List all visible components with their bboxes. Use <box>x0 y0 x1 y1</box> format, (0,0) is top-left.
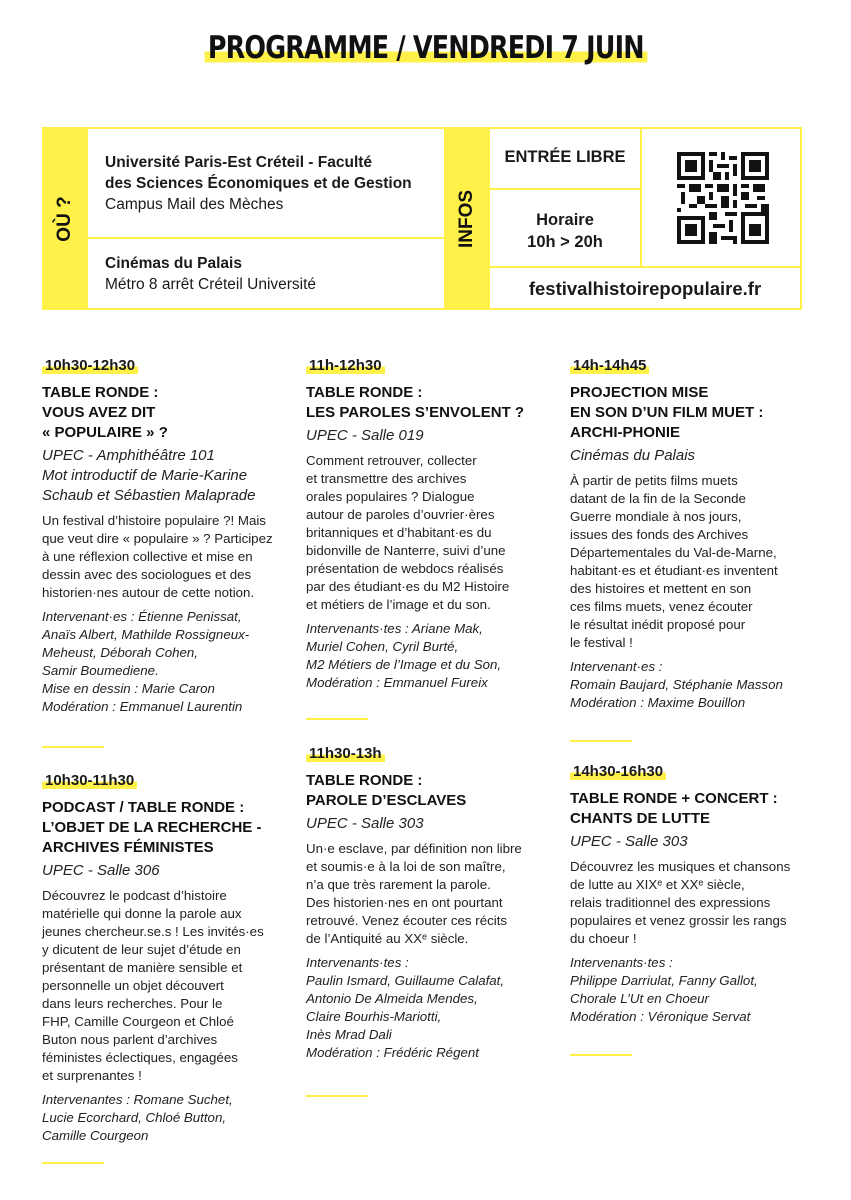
event-venue <box>42 446 274 506</box>
event-e5 <box>570 357 802 712</box>
desc-line: Comment retrouver, collecter <box>306 453 477 468</box>
event-venue <box>306 814 538 834</box>
title-line: TABLE RONDE : <box>306 772 423 789</box>
event-separator <box>42 746 104 748</box>
venue-line: UPEC - Salle 303 <box>306 815 424 832</box>
event-description <box>42 512 274 602</box>
venue-cinema <box>105 253 316 295</box>
desc-line: des histoires et mettent en son <box>570 581 752 596</box>
event-description <box>570 472 802 652</box>
speaker-line: Anaïs Albert, Mathilde Rossigneux- <box>42 627 250 642</box>
speaker-line: Paulin Ismard, Guillaume Calafat, <box>306 973 505 988</box>
event-separator <box>306 718 368 720</box>
title-line: ARCHIVES FÉMINISTES <box>42 839 214 856</box>
desc-line: y dicutent de leur sujet d’étude en <box>42 942 241 957</box>
event-venue <box>570 832 802 852</box>
desc-line: Guerre mondiale à nos jours, <box>570 509 742 524</box>
event-speakers <box>42 608 274 716</box>
desc-line: n’a que très rarement la parole. <box>306 877 491 892</box>
desc-line: FHP, Camille Courgeon et Chloé <box>42 1014 234 1029</box>
event-time: 11h30-13h <box>306 745 385 762</box>
event-description <box>570 858 802 948</box>
speaker-line: Intervenantes : Romane Suchet, <box>42 1092 233 1107</box>
venue-line: UPEC - Salle 303 <box>570 833 688 850</box>
title-line: EN SON D’UN FILM MUET : <box>570 404 764 421</box>
hours-label: Horaire <box>536 211 594 229</box>
desc-line: populaires et venez grossir les rangs <box>570 913 787 928</box>
qr-code-icon[interactable] <box>677 152 769 244</box>
desc-line: à une réflexion collective et mise en <box>42 549 253 564</box>
speaker-line: Modération : Emmanuel Fureix <box>306 675 488 690</box>
desc-line: orales populaires ? Dialogue <box>306 489 475 504</box>
event-time: 10h30-11h30 <box>42 772 137 789</box>
desc-line: personnelle un objet découvert <box>42 978 224 993</box>
desc-line: Des historien·nes en ont pourtant <box>306 895 503 910</box>
hours-value: 10h > 20h <box>527 233 603 251</box>
speaker-line: Modération : Maxime Bouillon <box>570 695 746 710</box>
desc-line: et transmettre des archives <box>306 471 467 486</box>
title-line: ARCHI-PHONIE <box>570 424 681 441</box>
desc-line: de l’Antiquité au XXᵉ siècle. <box>306 931 469 946</box>
where-label: OÙ ? <box>54 196 75 242</box>
event-description <box>306 452 538 614</box>
title-line: CHANTS DE LUTTE <box>570 810 710 827</box>
event-venue <box>306 426 538 446</box>
desc-line: dessin avec des sociologues et des <box>42 567 252 582</box>
event-description <box>306 840 538 948</box>
event-time: 14h-14h45 <box>570 357 649 374</box>
event-title <box>42 383 274 443</box>
desc-line: Un festival d’histoire populaire ?! Mais <box>42 513 266 528</box>
event-e1 <box>42 357 274 716</box>
title-line: TABLE RONDE : <box>306 384 423 401</box>
event-title <box>306 383 538 423</box>
speaker-line: Modération : Véronique Servat <box>570 1009 751 1024</box>
desc-line: Un·e esclave, par définition non libre <box>306 841 522 856</box>
desc-line: bidonville de Nanterre, suivi d’une <box>306 543 506 558</box>
desc-line: retrouvé. Venez écouter ces récits <box>306 913 508 928</box>
speaker-line: M2 Métiers de l’Image et du Son, <box>306 657 502 672</box>
desc-line: le festival ! <box>570 635 633 650</box>
event-speakers <box>570 954 802 1026</box>
venue-line: Cinémas du Palais <box>570 447 696 464</box>
page-title-wrapper <box>0 30 851 66</box>
desc-line: ces films muets, venez écouter <box>570 599 753 614</box>
title-line: TABLE RONDE : <box>42 384 159 401</box>
venue-upec-detail: Campus Mail des Mèches <box>105 196 284 213</box>
event-title <box>306 771 538 811</box>
title-line: PROJECTION MISE <box>570 384 709 401</box>
event-e2 <box>42 772 274 1145</box>
desc-line: dans leurs recherches. Pour le <box>42 996 223 1011</box>
speaker-line: Lucie Ecorchard, Chloé Button, <box>42 1110 227 1125</box>
speaker-line: Mise en dessin : Marie Caron <box>42 681 215 696</box>
venue-cinema-detail: Métro 8 arrêt Créteil Université <box>105 276 317 293</box>
speaker-line: Claire Bourhis-Mariotti, <box>306 1009 442 1024</box>
desc-line: par des étudiant·es du M2 Histoire <box>306 579 510 594</box>
speaker-line: Samir Boumediene. <box>42 663 159 678</box>
desc-line: féministes éclectiques, engagées <box>42 1050 238 1065</box>
infos-hdivider-1 <box>490 188 640 190</box>
venue-cinema-name: Cinémas du Palais <box>105 255 242 272</box>
desc-line: matérielle qui donne la parole aux <box>42 906 242 921</box>
venue-upec <box>105 152 412 215</box>
speaker-line: Intervenant·es : Étienne Penissat, <box>42 609 242 624</box>
title-line: LES PAROLES S’ENVOLENT ? <box>306 404 525 421</box>
venue-upec-name-2: des Sciences Économiques et de Gestion <box>105 175 412 192</box>
desc-line: Découvrez les musiques et chansons <box>570 859 791 874</box>
desc-line: que veut dire « populaire » ? Participez <box>42 531 273 546</box>
speaker-line: Romain Baujard, Stéphanie Masson <box>570 677 783 692</box>
speaker-line: Intervenants·tes : <box>306 955 409 970</box>
venue-line: Mot introductif de Marie-Karine <box>42 467 248 484</box>
desc-line: de lutte au XIXᵉ et XXᵉ siècle, <box>570 877 745 892</box>
infos-label: INFOS <box>456 189 477 249</box>
title-line: « POPULAIRE » ? <box>42 424 168 441</box>
venue-upec-name-1: Université Paris-Est Créteil - Faculté <box>105 154 373 171</box>
title-line: TABLE RONDE + CONCERT : <box>570 790 778 807</box>
speaker-line: Inès Mrad Dali <box>306 1027 392 1042</box>
event-venue <box>570 446 802 466</box>
event-venue <box>42 861 274 881</box>
speaker-line: Intervenants·tes : Ariane Mak, <box>306 621 483 636</box>
website-link[interactable]: festivalhistoirepopulaire.fr <box>528 278 762 299</box>
event-speakers <box>42 1091 274 1145</box>
event-e4 <box>306 745 538 1062</box>
event-speakers <box>570 658 802 712</box>
event-speakers <box>306 620 538 692</box>
speaker-line: Meheust, Déborah Cohen, <box>42 645 198 660</box>
infos-vdivider <box>640 127 642 268</box>
desc-line: Départementales du Val-de-Marne, <box>570 545 777 560</box>
desc-line: jeunes chercheur.se.s ! Les invités·es <box>42 924 264 939</box>
venue-line: Schaub et Sébastien Malaprade <box>42 487 256 504</box>
entry-free: ENTRÉE LIBRE <box>504 148 626 166</box>
desc-line: Buton nous parlent d’archives <box>42 1032 218 1047</box>
event-separator <box>306 1095 368 1097</box>
venue-line: UPEC - Salle 306 <box>42 862 160 879</box>
event-separator <box>42 1162 104 1164</box>
speaker-line: Antonio De Almeida Mendes, <box>306 991 478 1006</box>
desc-line: britanniques et d’habitant·es du <box>306 525 492 540</box>
where-divider <box>88 237 444 239</box>
event-title <box>570 383 802 443</box>
infos-hdivider-2 <box>490 266 802 268</box>
event-separator <box>570 1054 632 1056</box>
desc-line: historien·nes autour de cette notion. <box>42 585 255 600</box>
event-title <box>42 798 274 858</box>
page-title: PROGRAMME / VENDREDI 7 JUIN <box>204 30 646 66</box>
event-time: 10h30-12h30 <box>42 357 138 374</box>
title-line: L’OBJET DE LA RECHERCHE - <box>42 819 262 836</box>
desc-line: et métiers de l’image et du son. <box>306 597 491 612</box>
desc-line: et soumis·e à la loi de son maître, <box>306 859 506 874</box>
title-line: PAROLE D’ESCLAVES <box>306 792 467 809</box>
desc-line: habitant·es et étudiant·es inventent <box>570 563 778 578</box>
venue-line: UPEC - Salle 019 <box>306 427 424 444</box>
opening-hours <box>490 209 640 253</box>
speaker-line: Camille Courgeon <box>42 1128 149 1143</box>
desc-line: issues des fonds des Archives <box>570 527 749 542</box>
desc-line: le résultat inédit proposé pour <box>570 617 746 632</box>
desc-line: datant de la fin de la Seconde <box>570 491 746 506</box>
desc-line: À partir de petits films muets <box>570 473 738 488</box>
desc-line: présentant de manière sensible et <box>42 960 243 975</box>
speaker-line: Muriel Cohen, Cyril Burté, <box>306 639 459 654</box>
event-e3 <box>306 357 538 692</box>
speaker-line: Modération : Frédéric Régent <box>306 1045 479 1060</box>
desc-line: du choeur ! <box>570 931 637 946</box>
speaker-line: Intervenants·tes : <box>570 955 673 970</box>
desc-line: et surprenantes ! <box>42 1068 142 1083</box>
desc-line: relais traditionnel des expressions <box>570 895 771 910</box>
event-time: 14h30-16h30 <box>570 763 666 780</box>
event-description <box>42 887 274 1085</box>
venue-line: UPEC - Amphithéâtre 101 <box>42 447 215 464</box>
speaker-line: Modération : Emmanuel Laurentin <box>42 699 243 714</box>
speaker-line: Intervenant·es : <box>570 659 663 674</box>
speaker-line: Chorale L’Ut en Choeur <box>570 991 709 1006</box>
event-separator <box>570 740 632 742</box>
title-line: PODCAST / TABLE RONDE : <box>42 799 245 816</box>
event-time: 11h-12h30 <box>306 357 385 374</box>
desc-line: autour de paroles d’ouvrier·ères <box>306 507 495 522</box>
event-speakers <box>306 954 538 1062</box>
event-e6 <box>570 763 802 1026</box>
desc-line: Découvrez le podcast d’histoire <box>42 888 227 903</box>
speaker-line: Philippe Darriulat, Fanny Gallot, <box>570 973 758 988</box>
event-title <box>570 789 802 829</box>
title-line: VOUS AVEZ DIT <box>42 404 156 421</box>
desc-line: présentation de webdocs réalisés <box>306 561 504 576</box>
